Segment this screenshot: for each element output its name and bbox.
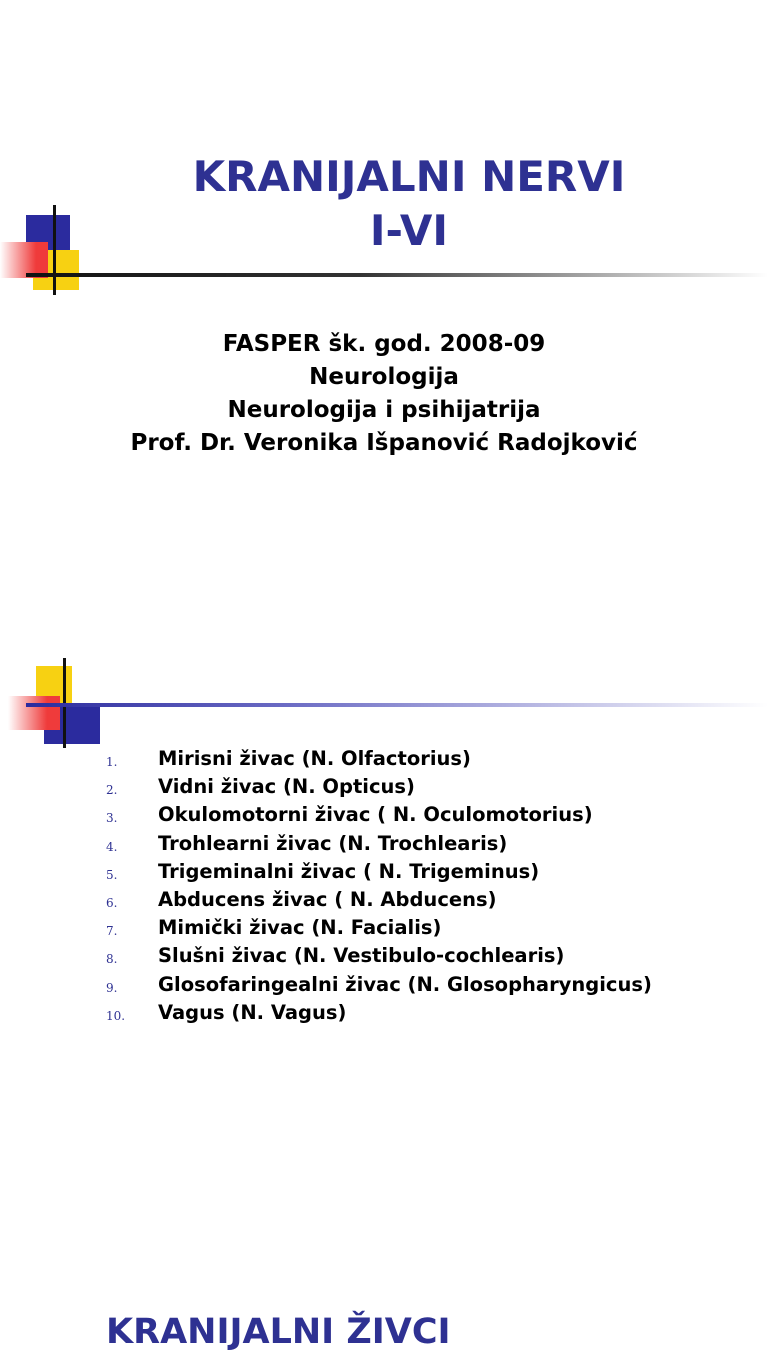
item-text: Glosofaringealni živac (N. Glosopharyngicus) [158, 972, 652, 996]
item-text: Trohlearni živac (N. Trochlearis) [158, 831, 508, 855]
item-number: 10. [106, 1008, 126, 1023]
course-line: FASPER šk. god. 2008-09 [222, 331, 546, 357]
item-text: Abducens živac ( N. Abducens) [158, 887, 497, 911]
item-text: Okulomotorni živac ( N. Oculomotorius) [158, 803, 593, 827]
item-number: 9. [106, 980, 118, 995]
horizontal-rule [26, 703, 768, 707]
slide-title-line-1: KRANIJALNI NERVI [192, 152, 626, 201]
item-number: 2. [106, 783, 118, 798]
red-square [8, 696, 60, 730]
item-number: 8. [106, 952, 118, 967]
horizontal-rule [26, 273, 768, 277]
item-text: Mimički živac (N. Facialis) [158, 916, 442, 940]
slide-subtitle [0, 328, 768, 460]
slide-title-line-2: I-VI [369, 206, 449, 255]
item-number: 4. [106, 839, 118, 854]
department-line: Neurologija i psihijatrija [227, 397, 541, 423]
item-text: Vidni živac (N. Opticus) [158, 775, 415, 799]
subject-line: Neurologija [309, 364, 459, 390]
item-number: 3. [106, 811, 118, 826]
item-number: 1. [106, 755, 118, 769]
item-number: 6. [106, 895, 118, 910]
item-text: Vagus (N. Vagus) [158, 1000, 347, 1024]
author-line: Prof. Dr. Veronika Išpanović Radojković [130, 430, 638, 456]
item-number: 7. [106, 924, 118, 939]
slide-title: KRANIJALNI ŽIVCI [106, 1312, 451, 1352]
item-text: Trigeminalni živac ( N. Trigeminus) [158, 859, 540, 883]
item-text: Slušni živac (N. Vestibulo-cochlearis) [158, 944, 565, 968]
title-slide [0, 0, 768, 640]
item-number: 5. [106, 867, 118, 882]
slide-title [0, 150, 768, 258]
item-text: Mirisni živac (N. Olfactorius) [158, 747, 471, 770]
